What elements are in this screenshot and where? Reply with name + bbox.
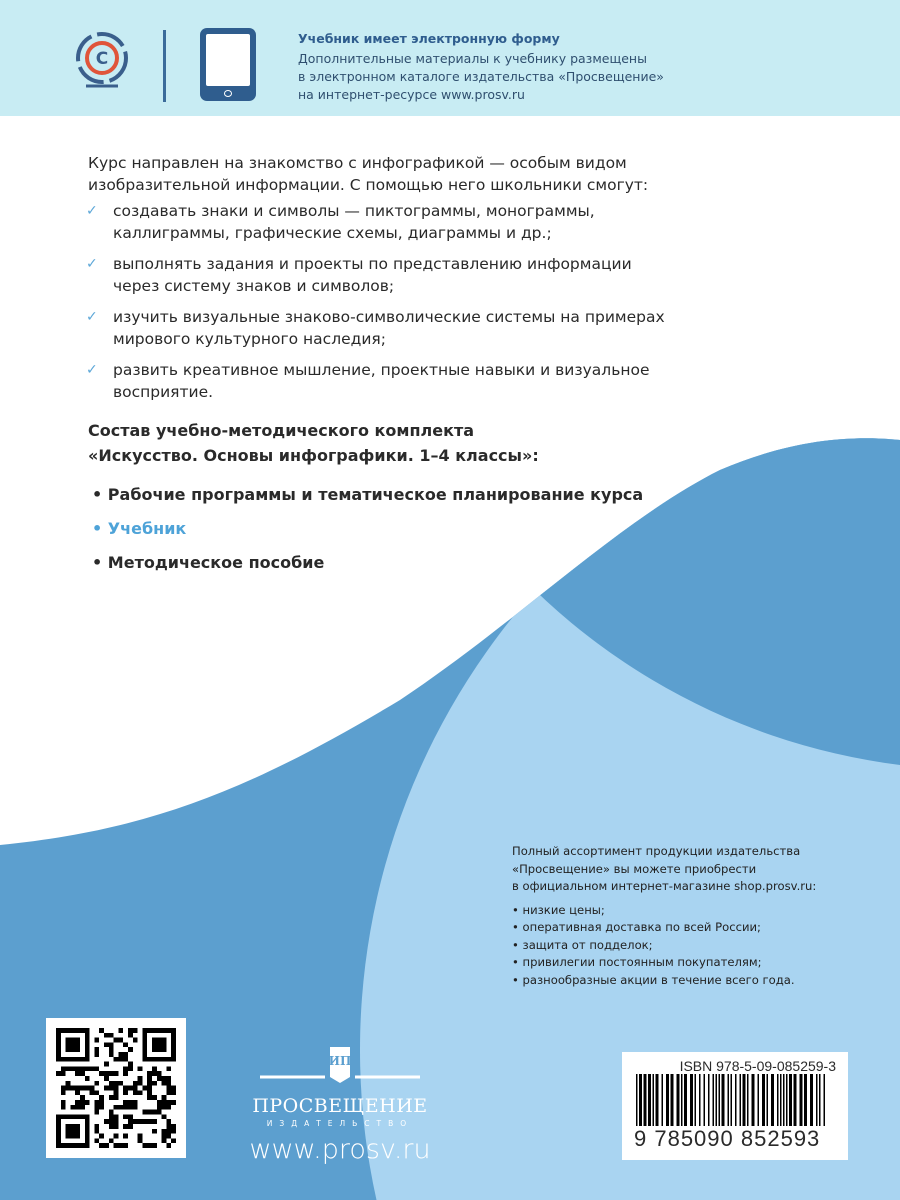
intro-text: Курс направлен на знакомство с инфографикой — особым видом изобразительной информации. С помощью него школьники смогут:: [88, 154, 649, 194]
isbn-code: ISBN 978-5-09-085259-3: [679, 1058, 836, 1074]
eform-line: на интернет-ресурсе www.prosv.ru: [298, 87, 525, 102]
kit-list: [92, 484, 643, 586]
shop-benefit: • оперативная доставка по всей России;: [512, 919, 816, 937]
kit-item: • Методическое пособие: [92, 552, 643, 574]
kit-item: • Рабочие программы и тематическое планирование курса: [92, 484, 643, 506]
eform-logo-icon: [74, 30, 130, 90]
publisher-logo: [240, 1045, 440, 1165]
kit-item-highlighted: • Учебник: [92, 518, 643, 540]
shop-line: «Просвещение» вы можете приобрести: [512, 861, 757, 876]
goal-item: ✓ выполнять задания и проекты по представлению информации через систему знаков и символов;: [88, 253, 668, 297]
isbn-barcode: [622, 1052, 848, 1160]
shop-benefit: • разнообразные акции в течение всего года.: [512, 972, 816, 990]
kit-title: [88, 418, 539, 468]
qr-code: [46, 1018, 186, 1158]
publisher-name: ПРОСВЕЩЕНИЕ: [252, 1095, 428, 1117]
barcode-icon: [634, 1074, 834, 1126]
publisher-emblem-icon: [250, 1045, 430, 1085]
svg-text:C: C: [95, 49, 109, 69]
course-description: [88, 152, 668, 412]
eform-title: Учебник имеет электронную форму: [298, 31, 560, 46]
goals-list: [88, 200, 668, 403]
kit-title-line: «Искусство. Основы инфографики. 1–4 классы»:: [88, 446, 539, 465]
qr-code-icon: [56, 1028, 176, 1148]
barcode-digits: 9 785090 852593: [634, 1126, 821, 1151]
shop-line: в официальном интернет-магазине shop.prosv.ru:: [512, 879, 817, 893]
publisher-subtitle: ИЗДАТЕЛЬСТВО: [266, 1119, 414, 1128]
shop-benefits: [512, 902, 816, 990]
shop-benefit: • привилегии постоянным покупателям;: [512, 954, 816, 972]
shop-info: [512, 843, 816, 989]
goal-item: ✓ создавать знаки и символы — пиктограммы, монограммы, каллиграммы, графические схемы, диаграммы и др.;: [88, 200, 668, 244]
eform-line: в электронном каталоге издательства «Просвещение»: [298, 69, 664, 84]
shop-benefit: • низкие цены;: [512, 902, 816, 920]
shop-benefit: • защита от подделок;: [512, 937, 816, 955]
publisher-url: www.prosv.ru: [249, 1134, 431, 1165]
eform-info: [298, 30, 664, 104]
svg-text:ИП: ИП: [328, 1054, 352, 1068]
divider: [163, 30, 166, 102]
goal-item: ✓ развить креативное мышление, проектные навыки и визуальное восприятие.: [88, 359, 668, 403]
shop-line: Полный ассортимент продукции издательства: [512, 844, 801, 858]
tablet-icon: [200, 28, 256, 101]
goal-item: ✓ изучить визуальные знаково-символические системы на примерах мирового культурного наследия;: [88, 306, 668, 350]
kit-title-line: Состав учебно-методического комплекта: [88, 421, 475, 440]
eform-line: Дополнительные материалы к учебнику размещены: [298, 51, 647, 66]
